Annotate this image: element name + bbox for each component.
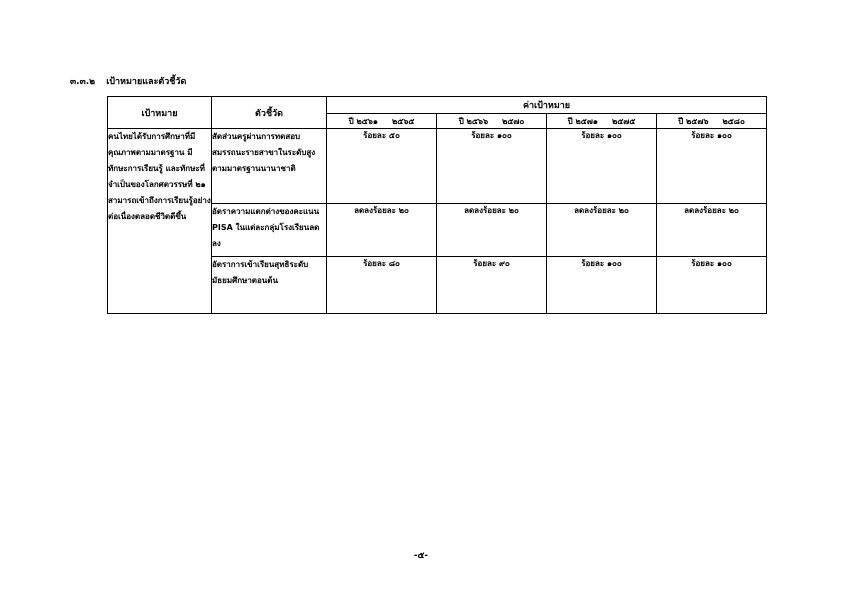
header-year-period: ปี ๒๕๖๑ ๒๕๖๕ [327, 114, 437, 129]
target-value-cell: ลดลงร้อยละ ๒๐ [547, 204, 657, 257]
target-value-cell: ลดลงร้อยละ ๒๐ [327, 204, 437, 257]
section-title: เป้าหมายและตัวชี้วัด [106, 77, 187, 87]
target-value-cell: ร้อยละ ๑๐๐ [547, 129, 657, 204]
target-value-cell: ร้อยละ ๘๐ [327, 257, 437, 314]
indicator-cell: สัดส่วนครูผ่านการทดสอบสมรรถนะรายสาขาในระดับสูงตามมาตรฐานนานาชาติ [212, 129, 327, 204]
header-year-period: ปี ๒๕๗๖ ๒๕๘๐ [657, 114, 767, 129]
target-value-cell: ร้อยละ ๙๐ [437, 257, 547, 314]
table-row [108, 129, 767, 204]
target-value-cell: ร้อยละ ๑๐๐ [547, 257, 657, 314]
target-value-cell: ร้อยละ ๕๐ [327, 129, 437, 204]
target-value-cell: ร้อยละ ๑๐๐ [657, 129, 767, 204]
target-value-cell: ร้อยละ ๑๐๐ [657, 257, 767, 314]
target-value-cell: ร้อยละ ๑๐๐ [437, 129, 547, 204]
indicator-cell: อัตราการเข้าเรียนสุทธิระดับมัธยมศึกษาตอนต้น [212, 257, 327, 314]
section-heading [70, 74, 186, 88]
page-number: -๕- [413, 551, 429, 561]
header-year-period: ปี ๒๕๗๑ ๒๕๗๕ [547, 114, 657, 129]
section-number: ๓.๓.๒ [70, 77, 96, 87]
header-indicator: ตัวชี้วัด [212, 97, 327, 129]
target-value-cell: ลดลงร้อยละ ๒๐ [437, 204, 547, 257]
header-target-values: ค่าเป้าหมาย [327, 97, 767, 114]
goals-indicators-table [107, 96, 767, 314]
header-year-period: ปี ๒๕๖๖ ๒๕๗๐ [437, 114, 547, 129]
header-goal: เป้าหมาย [108, 97, 212, 129]
indicator-cell: อัตราความแตกต่างของคะแนน PISA ในแต่ละกลุ่มโรงเรียนลดลง [212, 204, 327, 257]
goal-cell: คนไทยได้รับการศึกษาที่มีคุณภาพตามมาตรฐาน มีทักษะการเรียนรู้ และทักษะที่จำเป็นของโลกศตวรรษที่ ๒๑ สามารถเข้าถึงการเรียนรู้อย่างต่อเนื่องตลอดชีวิตดีขึ้น [108, 129, 212, 314]
target-value-cell: ลดลงร้อยละ ๒๐ [657, 204, 767, 257]
